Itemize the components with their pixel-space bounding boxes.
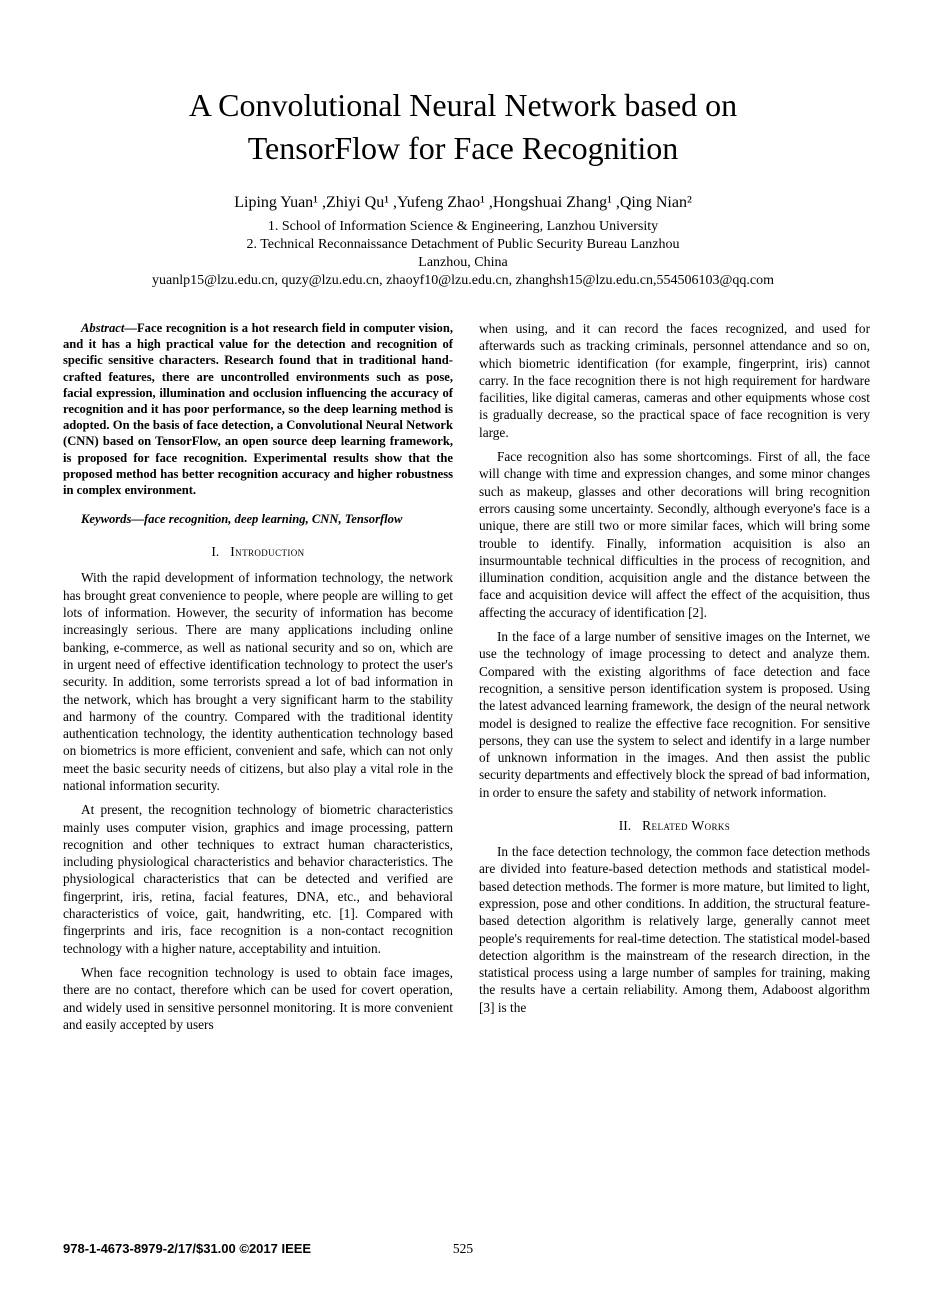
intro-paragraph-5: In the face of a large number of sensitive images on the Internet, we use the technology of image processing to detect and analyze them. Compared with the existing algorithms of face detection and face recognition, a sensitive person identification system is proposed. Using the latest advanced learning framework, the design of the neural network model is designed to realize the effective face recognition. For sensitive persons, they can use the system to select and identify in a large number of unknown information in the images. And then assist the public security departments and effectively block the spread of bad information, in order to ensure the safety and stability of network information. [479, 629, 870, 800]
section-title-related-works: Related Works [642, 818, 731, 834]
title-line-1: A Convolutional Neural Network based on [188, 87, 738, 123]
left-column [63, 320, 453, 1040]
intro-paragraph-1: With the rapid development of information technology, the network has brought great convenience to people, where people are willing to get lots of information. However, the security of information has become increasingly serious. There are many applications including online banking, e-commerce, as well as national security and so on, which are in urgent need of effective identification technology to protect the user's security. In addition, some terrorists spread a lot of bad information in the network, which has brought a very significant harm to the stability and harmony of the country. Compared with the traditional identity authentication technology, the identity authentication technology based on biometrics is more efficient, convenient and safe, which can not only meet the basic security needs of citizens, but also play a vital role in the national information security. [63, 570, 453, 793]
section-title-introduction: Introduction [230, 544, 305, 560]
section-number-introduction: I. [211, 544, 220, 560]
intro-paragraph-3: When face recognition technology is used to obtain face images, there are no contact, therefore which can be used for covert operation, and widely used in sensitive personnel monitoring. It is more convenient and easily accepted by users [63, 964, 453, 1032]
affiliation-line-1: 1. School of Information Science & Engineering, Lanzhou University [267, 219, 659, 234]
title-block [0, 0, 926, 290]
abstract-paragraph [63, 320, 453, 498]
authors-line: Liping Yuan¹ ,Zhiyi Qu¹ ,Yufeng Zhao¹ ,Hongshuai Zhang¹ ,Qing Nian² [234, 194, 692, 211]
copyright-notice: 978-1-4673-8979-2/17/$31.00 ©2017 IEEE [63, 1241, 312, 1256]
intro-paragraph-3-continued: when using, and it can record the faces recognized, and used for afterwards such as tracking criminals, personnel attendance and so on, which biometric identification (for example, fingerprint, iris) cannot carry. In the face recognition there is not high requirement for hardware facilities, like digital cameras, cameras and other equipments whose cost is gradually decrease, so the practical space of face recognition is very large. [479, 321, 870, 440]
section-number-related-works: II. [618, 818, 632, 834]
related-works-paragraph-1: In the face detection technology, the common face detection methods are divided into feature-based detection methods and statistical model-based detection methods. The former is more mature, but limited to light, expression, pose and other conditions. In addition, the structural feature-based detection algorithm is relatively large, generally cannot meet people's requirements for real-time detection. The statistical model-based detection algorithm is the mainstream of the research direction, in the statistical process using a large number of samples for training, making the results have a certain reliability. Among them, Adaboost algorithm [3] is the [479, 844, 870, 1015]
affiliation-line-3: Lanzhou, China [418, 255, 508, 270]
title-line-2: TensorFlow for Face Recognition [247, 130, 679, 166]
right-column [479, 320, 870, 1040]
content-columns [0, 320, 926, 1040]
email-line: yuanlp15@lzu.edu.cn, quzy@lzu.edu.cn, zhaoyf10@lzu.edu.cn, zhanghsh15@lzu.edu.cn,554506103@qq.com [152, 273, 774, 288]
page-number: 525 [452, 1241, 474, 1256]
intro-paragraph-4: Face recognition also has some shortcomings. First of all, the face will change with time and expression changes, and some minor changes such as makeup, glasses and other decorations will bring recognition errors causing some uncertainty. Secondly, although everyone's face is a unique, there are still two or more similar faces, which will bring some trouble to identify. Finally, information acquisition is also an insurmountable technical difficulties in the process of recognition, and illumination condition, acquisition angle and the distance between the face and acquisition device will affect the effect of the acquisition, thus affecting the accuracy of identification [2]. [479, 449, 870, 620]
paper-title [0, 84, 926, 170]
abstract-text: Face recognition is a hot research field in computer vision, and it has a high practical value for the detection and recognition of specific sensitive characters. Research found that in traditional hand-crafted features, there are uncontrolled environments such as pose, facial expression, illumination and occlusion influencing the accuracy of recognition and it has poor performance, so the deep learning method is adopted. On the basis of face detection, a Convolutional Neural Network (CNN) based on TensorFlow, an open source deep learning framework, is proposed for face recognition. Experimental results show that the proposed method has better recognition accuracy and higher robustness in complex environment. [63, 321, 453, 498]
section-heading-related-works [479, 818, 870, 834]
section-heading-introduction [63, 544, 453, 560]
intro-paragraph-2: At present, the recognition technology of biometric characteristics mainly uses computer vision, graphics and image processing, pattern recognition and other techniques to extract human characteristics, including physiological characteristics and behavior characteristics. The physiological characteristics that can be detected and verified are fingerprint, iris, retina, facial features, DNA, etc., and behavioral characteristics of voice, gait, handwriting, etc. [1]. Compared with fingerprints and iris, face recognition is a non-contact recognition technology with a higher nature, acceptability and intuition. [63, 802, 453, 956]
abstract-label: Abstract— [81, 321, 137, 335]
keywords-line: Keywords—face recognition, deep learning, CNN, Tensorflow [81, 512, 403, 527]
page-footer [0, 1241, 926, 1259]
affiliation-line-2: 2. Technical Reconnaissance Detachment of Public Security Bureau Lanzhou [246, 237, 680, 252]
